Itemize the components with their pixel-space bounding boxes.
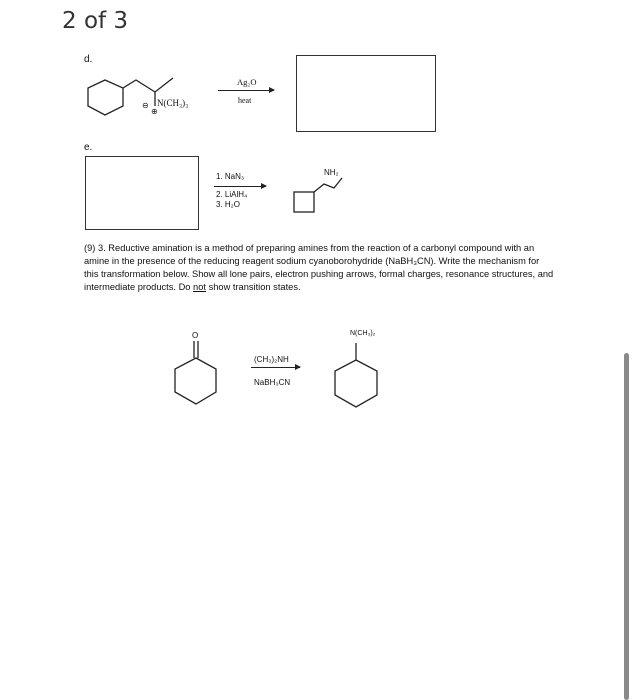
dimethylamino-group: N(CH₃)₂ <box>350 330 376 337</box>
reagent-d-bottom: heat <box>238 96 252 105</box>
carbonyl-oxygen: O <box>192 331 199 340</box>
question-emphasis: not <box>193 282 206 292</box>
reagent-e-step1: 1. NaN₃ <box>216 172 245 181</box>
reagent-e-step2: 2. LiAlH₄ <box>216 190 248 199</box>
reagent-d-top: Ag₂O <box>237 77 257 87</box>
question-body-end: show transition states. <box>208 282 301 292</box>
problem-d-label: d. <box>84 54 93 65</box>
reagent-amine: (CH₃)₂NH <box>254 355 289 364</box>
reagent-reducing: NaBH₃CN <box>254 378 291 387</box>
question-number: (9) <box>84 243 96 253</box>
reagent-e-step3: 3. H₂O <box>216 200 240 209</box>
amine-group-e: NH₂ <box>324 168 339 177</box>
problem-e-label: e. <box>84 142 93 153</box>
question-body: 3. Reductive amination is a method of preparing amines from the reaction of a carbonyl compound with an amine in the presence of the reducing reagent sodium cyanoborohydride (NaBH₃CN). Write the mechanism for this transformation below. Show all lone pairs, electron pushing arrows, formal charges, resonance structures, and intermediate products. Do <box>84 243 554 292</box>
scrollbar[interactable] <box>624 353 629 700</box>
negative-charge-icon: ⊖ <box>142 101 149 110</box>
positive-charge-icon: ⊕ <box>151 107 158 116</box>
trimethylammonium-group: N(CH₃)₃ <box>157 98 189 108</box>
page-counter: 2 of 3 <box>62 8 129 34</box>
